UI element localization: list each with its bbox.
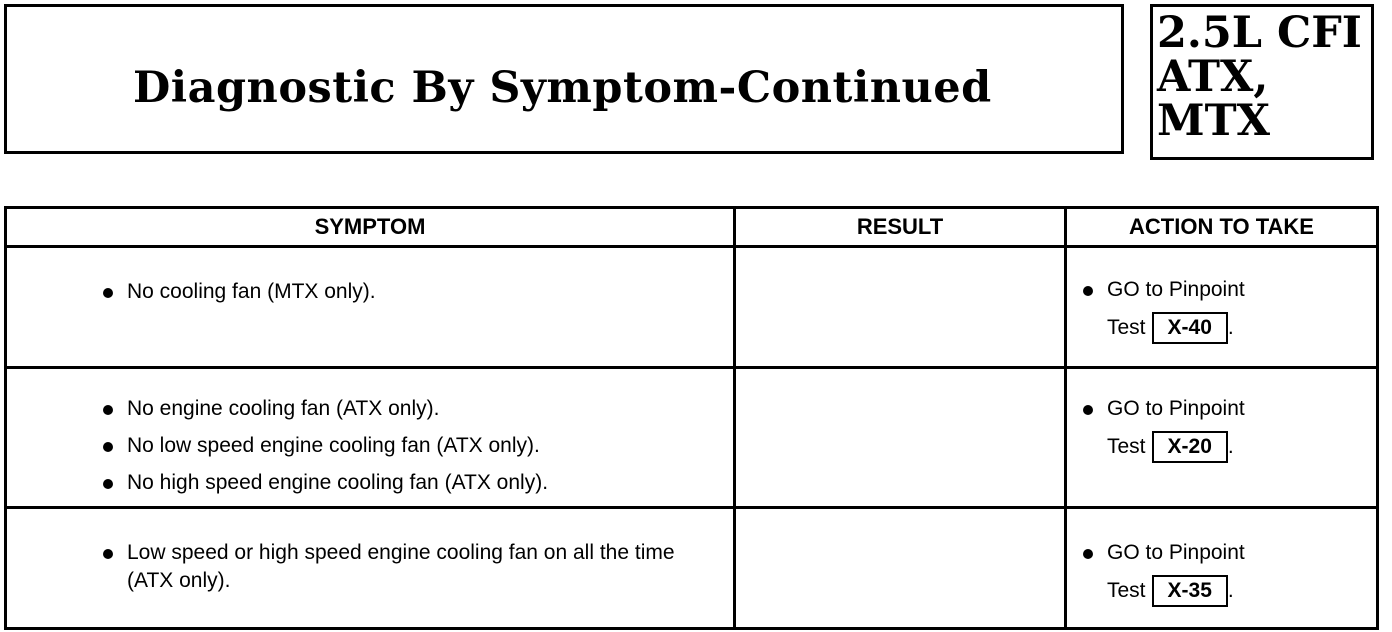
test-line bbox=[1107, 575, 1376, 607]
page-title: Diagnostic By Symptom-Continued bbox=[133, 63, 992, 113]
title-box bbox=[4, 4, 1124, 154]
pinpoint-test-ref: X-40 bbox=[1152, 312, 1228, 344]
action-item bbox=[1067, 509, 1376, 607]
table-row bbox=[6, 247, 1378, 368]
symptom-list bbox=[7, 248, 733, 306]
pinpoint-test-ref: X-20 bbox=[1152, 431, 1228, 463]
result-cell bbox=[735, 247, 1066, 368]
action-item bbox=[1067, 369, 1376, 463]
symptom-list bbox=[7, 369, 733, 497]
bullet-icon bbox=[103, 549, 113, 559]
action-cell bbox=[1066, 368, 1378, 508]
symptom-text: No cooling fan (MTX only). bbox=[127, 280, 376, 303]
engine-line: 2.5L CFI bbox=[1157, 8, 1362, 58]
diagnostic-table bbox=[4, 206, 1379, 630]
test-line bbox=[1107, 431, 1376, 463]
test-line bbox=[1107, 312, 1376, 344]
action-cell bbox=[1066, 508, 1378, 629]
test-suffix: . bbox=[1227, 435, 1234, 458]
engine-line: MTX bbox=[1157, 96, 1270, 146]
symptom-item bbox=[7, 469, 733, 497]
symptom-cell bbox=[6, 508, 735, 629]
test-label: Test bbox=[1107, 435, 1146, 458]
column-header-symptom: SYMPTOM bbox=[6, 208, 735, 247]
bullet-icon bbox=[103, 288, 113, 298]
test-label: Test bbox=[1107, 316, 1146, 339]
table-header-row bbox=[6, 208, 1378, 247]
table-row bbox=[6, 368, 1378, 508]
symptom-text: Low speed or high speed engine cooling fan on all the time (ATX only). bbox=[127, 541, 675, 592]
bullet-icon bbox=[1083, 405, 1093, 415]
symptom-item bbox=[7, 539, 733, 595]
column-header-action: ACTION TO TAKE bbox=[1066, 208, 1378, 247]
bullet-icon bbox=[1083, 286, 1093, 296]
test-suffix: . bbox=[1227, 579, 1234, 602]
table-row bbox=[6, 508, 1378, 629]
bullet-icon bbox=[1083, 549, 1093, 559]
engine-badge bbox=[1150, 4, 1374, 160]
symptom-text: No high speed engine cooling fan (ATX only). bbox=[127, 471, 549, 494]
action-item bbox=[1067, 248, 1376, 344]
symptom-list bbox=[7, 509, 733, 595]
result-cell bbox=[735, 368, 1066, 508]
test-label: Test bbox=[1107, 579, 1146, 602]
symptom-text: No low speed engine cooling fan (ATX only). bbox=[127, 434, 540, 457]
result-cell bbox=[735, 508, 1066, 629]
pinpoint-test-ref: X-35 bbox=[1152, 575, 1228, 607]
action-text: GO to Pinpoint bbox=[1107, 541, 1245, 564]
symptom-item bbox=[7, 395, 733, 423]
engine-line: ATX, bbox=[1157, 52, 1269, 102]
action-text: GO to Pinpoint bbox=[1107, 278, 1245, 301]
symptom-cell bbox=[6, 247, 735, 368]
action-text: GO to Pinpoint bbox=[1107, 397, 1245, 420]
symptom-item bbox=[7, 278, 733, 306]
column-header-result: RESULT bbox=[735, 208, 1066, 247]
symptom-cell bbox=[6, 368, 735, 508]
symptom-text: No engine cooling fan (ATX only). bbox=[127, 397, 440, 420]
action-cell bbox=[1066, 247, 1378, 368]
symptom-item bbox=[7, 432, 733, 460]
bullet-icon bbox=[103, 442, 113, 452]
test-suffix: . bbox=[1227, 316, 1234, 339]
bullet-icon bbox=[103, 479, 113, 489]
bullet-icon bbox=[103, 405, 113, 415]
